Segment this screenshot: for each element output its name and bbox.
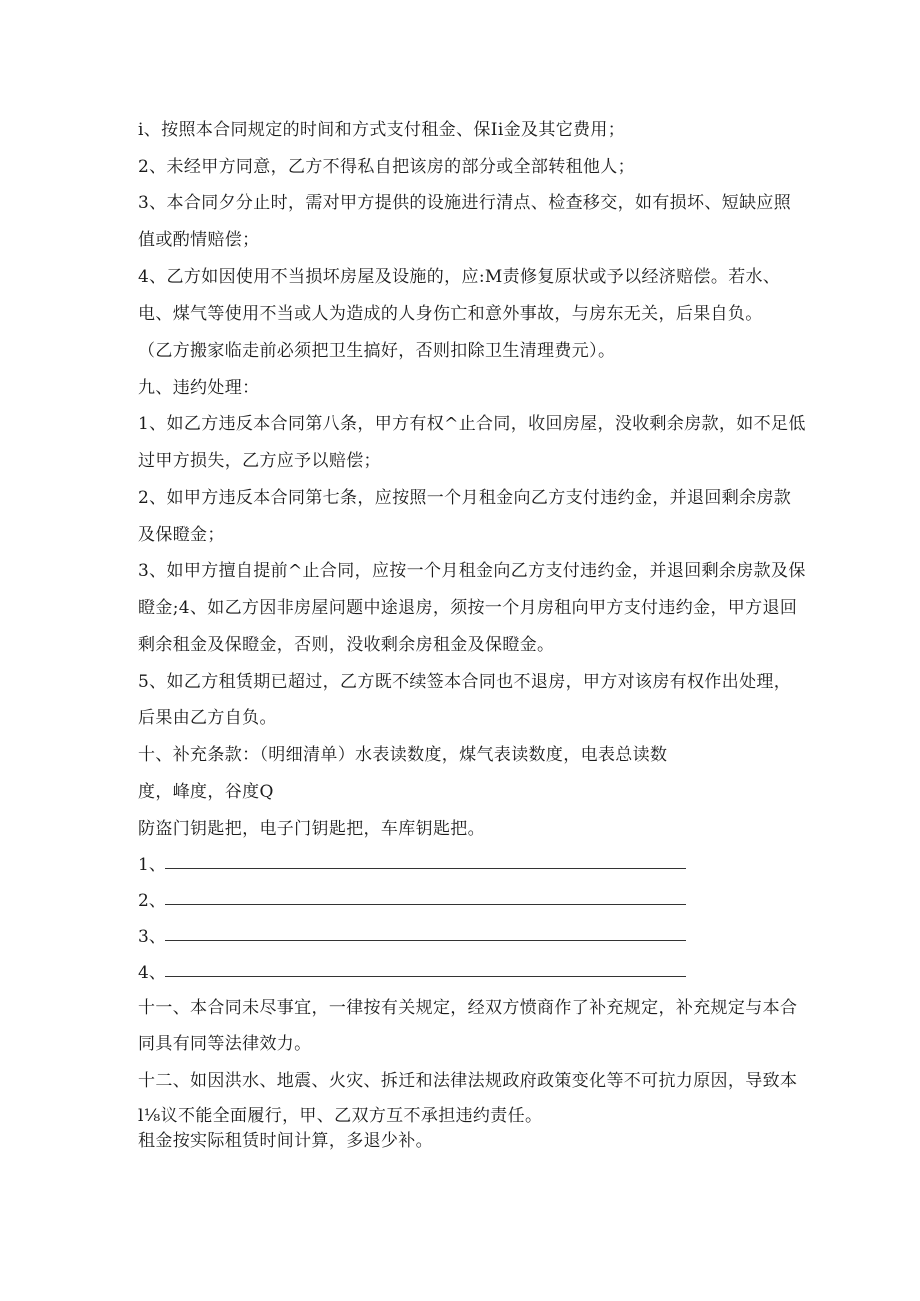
clause-text: 5、如乙方租赁期已超过，乙方既不续签本合同也不退房，甲方对该房有权作出处理，	[138, 672, 792, 692]
section-heading: 十二、如因洪水、地震、火灾、拆迁和法律法规政府政策变化等不可抗力原因，导致本	[138, 1071, 798, 1091]
underline-rule	[165, 904, 686, 905]
clause-text: 瞪金;4、如乙方因非房屋问题中途退房，须按一个月房租向甲方支付违约金，甲方退回	[138, 598, 798, 618]
blank-line-3	[138, 926, 698, 948]
clause-text: 值或酌情赔偿；	[138, 230, 260, 250]
clause-text: 同具有同等法律效力。	[138, 1034, 312, 1054]
clause-text: 过甲方损失，乙方应予以赔偿；	[138, 451, 381, 471]
clause-text: 度，峰度，谷度Q	[138, 782, 274, 802]
clause-text: i、按照本合同规定的时间和方式支付租金、保Ii金及其它费用；	[138, 120, 626, 140]
section-heading: 十一、本合同未尽事宜，一律按有关规定，经双方愤商作了补充规定，补充规定与本合	[138, 998, 798, 1018]
clause-text: 及保瞪金；	[138, 525, 225, 545]
blank-number: 3、	[138, 927, 166, 947]
clause-text: 剩余租金及保瞪金，否则，没收剩余房租金及保瞪金。	[138, 635, 555, 655]
clause-text: （乙方搬家临走前必须把卫生搞好，否则扣除卫生清理费元）。	[138, 341, 616, 361]
blank-line-2	[138, 890, 698, 912]
underline-rule	[165, 868, 686, 869]
blank-number: 4、	[138, 963, 166, 983]
section-heading: 十、补充条款：（明细清单）水表读数度，煤气表读数度，电表总读数	[138, 745, 668, 765]
clause-text: 防盗门钥匙把，电子门钥匙把，车库钥匙把。	[138, 819, 485, 839]
clause-text: 1、如乙方违反本合同第八条，甲方有权^止合同，收回房屋，没收剩余房款，如不足低	[138, 414, 806, 434]
clause-text: 2、如甲方违反本合同第七条，应按照一个月租金向乙方支付违约金，并退回剩余房款	[138, 488, 792, 508]
blank-number: 2、	[138, 891, 166, 911]
section-heading: 九、违约处理：	[138, 378, 260, 398]
underline-rule	[165, 976, 686, 977]
clause-text: 后果由乙方自负。	[138, 708, 277, 728]
blank-line-4	[138, 962, 698, 984]
clause-text: 3、本合同夕分止时，需对甲方提供的设施进行清点、检查移交，如有损坏、短缺应照	[138, 193, 792, 213]
underline-rule	[165, 940, 686, 941]
blank-line-1	[138, 854, 698, 876]
clause-text: 电、煤气等使用不当或人为造成的人身伤亡和意外事故，与房东无关，后果自负。	[138, 304, 763, 324]
clause-text: 4、乙方如因使用不当损坏房屋及设施的，应:M责修复原状或予以经济赔偿。若水、	[138, 267, 781, 287]
clause-text: 2、未经甲方同意，乙方不得私自把该房的部分或全部转租他人；	[138, 157, 635, 177]
clause-text: 租金按实际租赁时间计算，多退少补。	[138, 1131, 433, 1151]
clause-text: l⅛议不能全面履行，甲、乙双方互不承担违约责任。	[138, 1106, 543, 1126]
clause-text: 3、如甲方擅自提前^止合同，应按一个月租金向乙方支付违约金，并退回剩余房款及保	[138, 561, 806, 581]
blank-number: 1、	[138, 855, 166, 875]
